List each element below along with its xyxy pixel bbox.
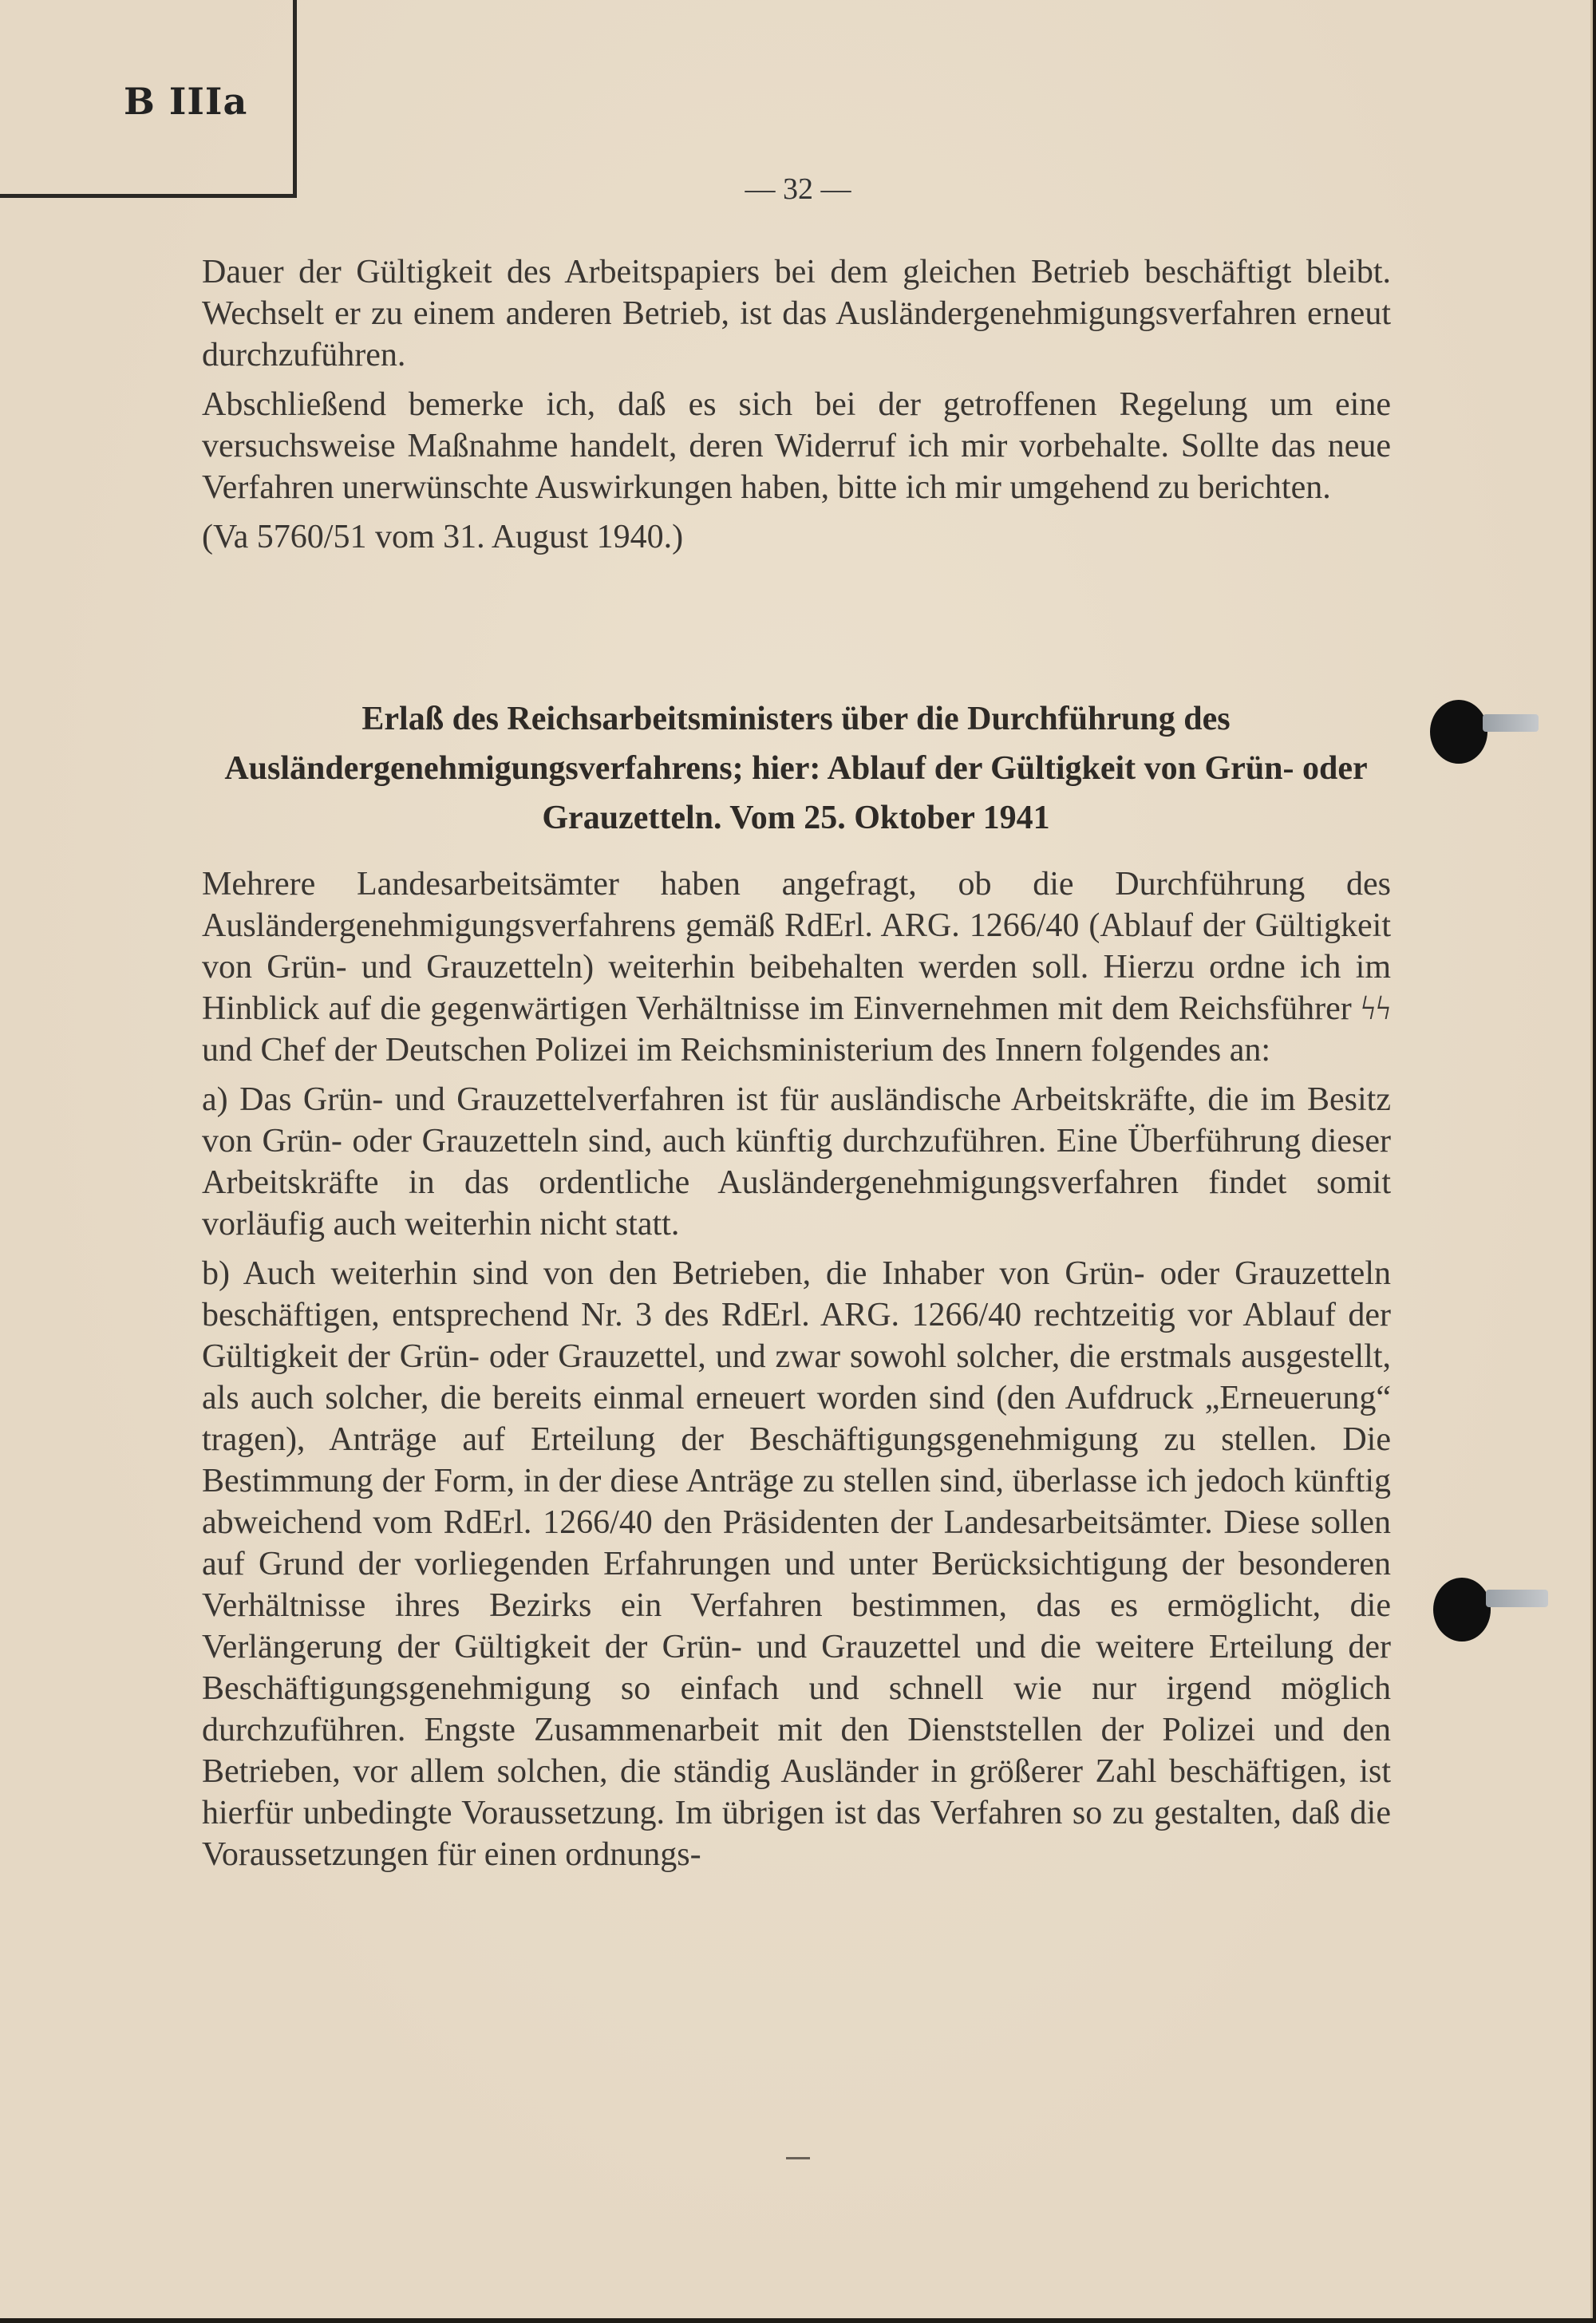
section-stamp-box (0, 0, 297, 198)
section-stamp-label: B IIIa (124, 80, 248, 123)
paragraph-a: a) Das Grün- und Grauzettelverfahren ist für ausländische Arbeitskräfte, die im Besitz von Grün- oder Grauzetteln sind, auch künftig durchzuführen. Eine Überführung dieser Arbeitskräfte in das ordentliche Ausländergenehmigungsverfahren findet somit vorläufig auch weiterhin nicht statt. (202, 1081, 1391, 1242)
punch-tear-upper (1483, 714, 1539, 732)
page-number: — 32 — (745, 172, 851, 206)
paragraph: Abschließend bemerke ich, daß es sich bei der getroffenen Regelung um eine versuchsweise Maßnahme handelt, deren Widerruf ich mir vorbehalte. Sollte das neue Verfahren unerwünschte Auswirkungen haben, bitte ich mir umgehend zu berichten. (202, 386, 1391, 506)
section1-text (202, 251, 1391, 566)
paragraph: Dauer der Gültigkeit des Arbeitspapiers bei dem gleichen Betrieb beschäftigt bleibt. Wechselt er zu einem anderen Betrieb, ist das Ausländergenehmigungsverfahren erneut durchzuführen. (202, 254, 1391, 373)
punch-hole-lower (1433, 1578, 1491, 1642)
punch-tear-lower (1486, 1590, 1548, 1607)
bottom-mark (786, 2157, 810, 2159)
decree-heading: Erlaß des Reichsarbeitsministers über die Durchführung des Ausländergenehmigungsverfahrens; hier: Ablauf der Gültigkeit von Grün- oder Grauzetteln. Vom 25. Oktober 1941 (224, 701, 1368, 836)
section2-text (202, 863, 1391, 1883)
reference-citation: (Va 5760/51 vom 31. August 1940.) (202, 519, 684, 555)
paragraph: Mehrere Landesarbeitsämter haben angefragt, ob die Durchführung des Ausländergenehmigungsverfahrens gemäß RdErl. ARG. 1266/40 (Ablauf der Gültigkeit von Grün- und Grauzetteln) weiterhin beibehalten werden soll. Hierzu ordne ich im Hinblick auf die gegenwärtigen Verhältnisse im Einvernehmen mit dem Reichsführer ϟϟ und Chef der Deutschen Polizei im Reichsministerium des Innern folgendes an: (202, 866, 1391, 1069)
punch-hole-upper (1430, 700, 1487, 764)
paragraph-b: b) Auch weiterhin sind von den Betrieben, die Inhaber von Grün- oder Grauzetteln beschäftigen, entsprechend Nr. 3 des RdErl. ARG. 1266/40 rechtzeitig vor Ablauf der Gültigkeit der Grün- oder Grauzettel, und zwar sowohl solcher, die erstmals ausgestellt, als auch solcher, die bereits einmal erneuert worden sind (den Aufdruck „Erneuerung“ tragen), Anträge auf Erteilung der Beschäftigungsgenehmigung zu stellen. Die Bestimmung der Form, in der diese Anträge zu stellen sind, überlasse ich jedoch künftig abweichend vom RdErl. 1266/40 den Präsidenten der Landesarbeitsämter. Diese sollen auf Grund der vorliegenden Erfahrungen und unter Berücksichtigung der besonderen Verhältnisse ihres Bezirks ein Verfahren bestimmen, das es ermöglicht, die Verlängerung der Gültigkeit der Grün- und Grauzettel und die weitere Erteilung der Beschäftigungsgenehmigung so einfach und schnell wie nur irgend möglich durchzuführen. Engste Zusammenarbeit mit den Dienststellen der Polizei und den Betrieben, vor allem solchen, die ständig Ausländer in größerer Zahl beschäftigen, ist hierfür unbedingte Voraussetzung. Im übrigen ist das Verfahren so zu gestalten, daß die Voraussetzungen für einen ordnungs- (202, 1255, 1391, 1873)
